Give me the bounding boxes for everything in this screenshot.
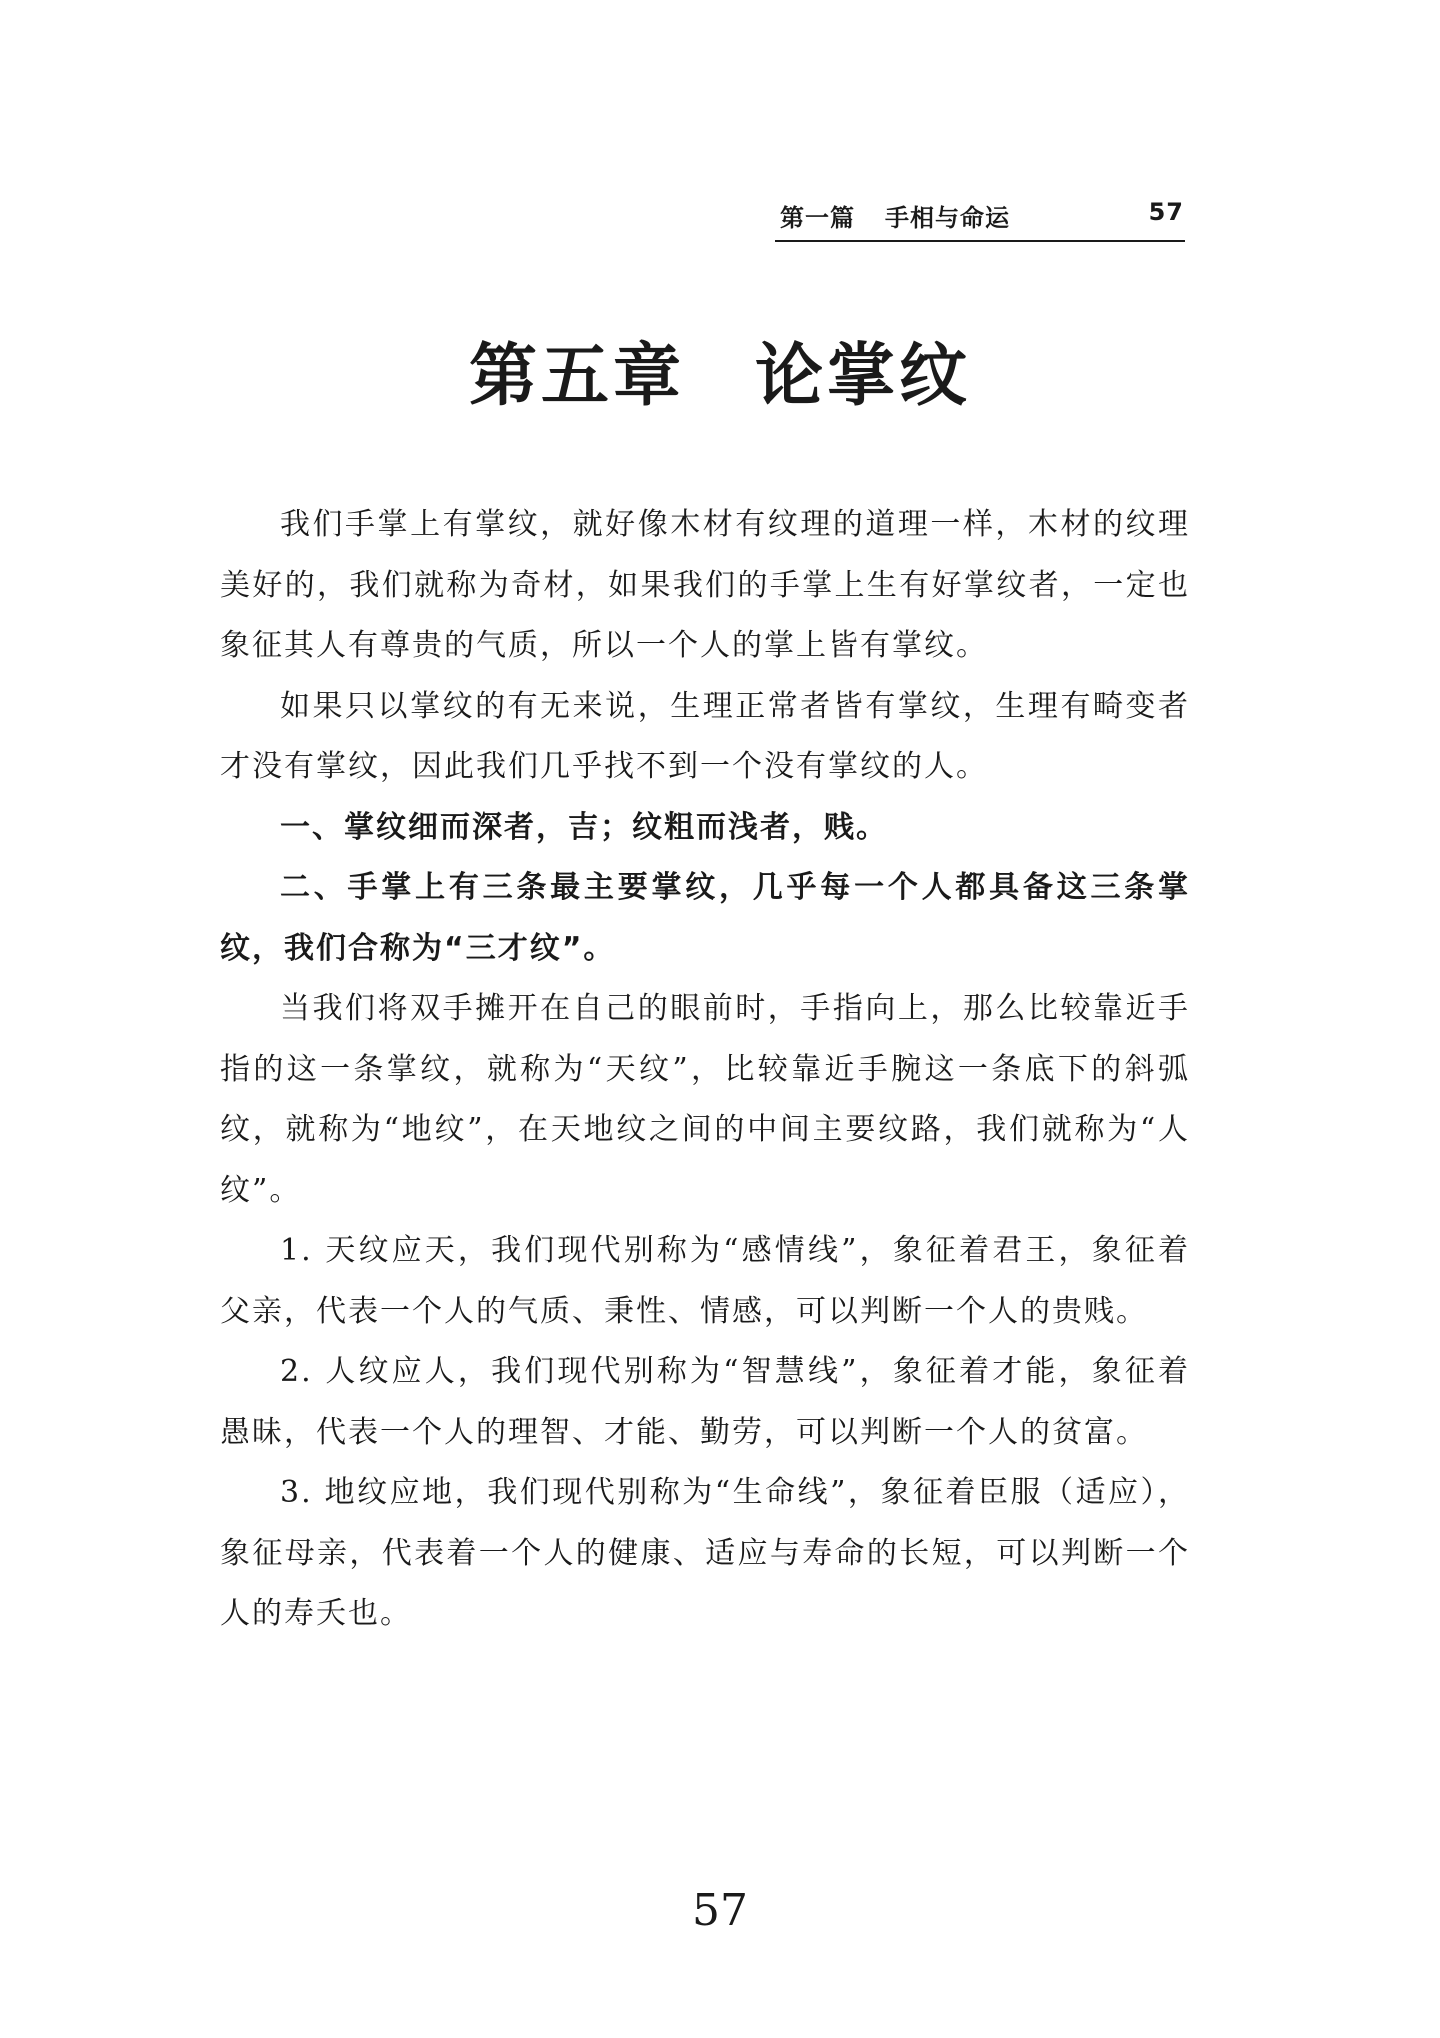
paragraph: 一、掌纹细而深者，吉；纹粗而浅者，贱。 (280, 809, 888, 845)
chapter-number: 第五章 (468, 337, 685, 416)
paragraph: 1. 天纹应天，我们现代别称为“感情线”，象征着君王，象征着父亲，代表一个人的气质、秉性、情感，可以判断一个人的贵贱。 (220, 1233, 1190, 1329)
chapter-name: 论掌纹 (755, 337, 972, 416)
page-number: 57 (692, 1885, 748, 1936)
paragraph: 二、手掌上有三条最主要掌纹，几乎每一个人都具备这三条掌纹，我们合称为“三才纹”。 (220, 870, 1190, 966)
section-title: 手相与命运 (885, 204, 1010, 232)
running-header-title (780, 198, 1010, 233)
body-text (220, 495, 1190, 1645)
paragraph: 2. 人纹应人，我们现代别称为“智慧线”，象征着才能，象征着愚昧，代表一个人的理智、才能、勤劳，可以判断一个人的贫富。 (220, 1354, 1190, 1450)
header-page-number: 57 (1148, 198, 1184, 226)
header-rule (775, 240, 1185, 242)
paragraph: 如果只以掌纹的有无来说，生理正常者皆有掌纹，生理有畸变者才没有掌纹，因此我们几乎找不到一个没有掌纹的人。 (220, 688, 1190, 784)
running-header (780, 198, 1184, 233)
paragraph: 当我们将双手摊开在自己的眼前时，手指向上，那么比较靠近手指的这一条掌纹，就称为“天纹”，比较靠近手腕这一条底下的斜弧纹，就称为“地纹”，在天地纹之间的中间主要纹路，我们就称为“人纹”。 (220, 991, 1190, 1208)
paragraph: 我们手掌上有掌纹，就好像木材有纹理的道理一样，木材的纹理美好的，我们就称为奇材，如果我们的手掌上生有好掌纹者，一定也象征其人有尊贵的气质，所以一个人的掌上皆有掌纹。 (220, 507, 1190, 663)
part-title: 第一篇 (780, 204, 855, 232)
paragraph: 3. 地纹应地，我们现代别称为“生命线”，象征着臣服（适应），象征母亲，代表着一个人的健康、适应与寿命的长短，可以判断一个人的寿夭也。 (220, 1475, 1190, 1631)
chapter-title (0, 322, 1440, 419)
